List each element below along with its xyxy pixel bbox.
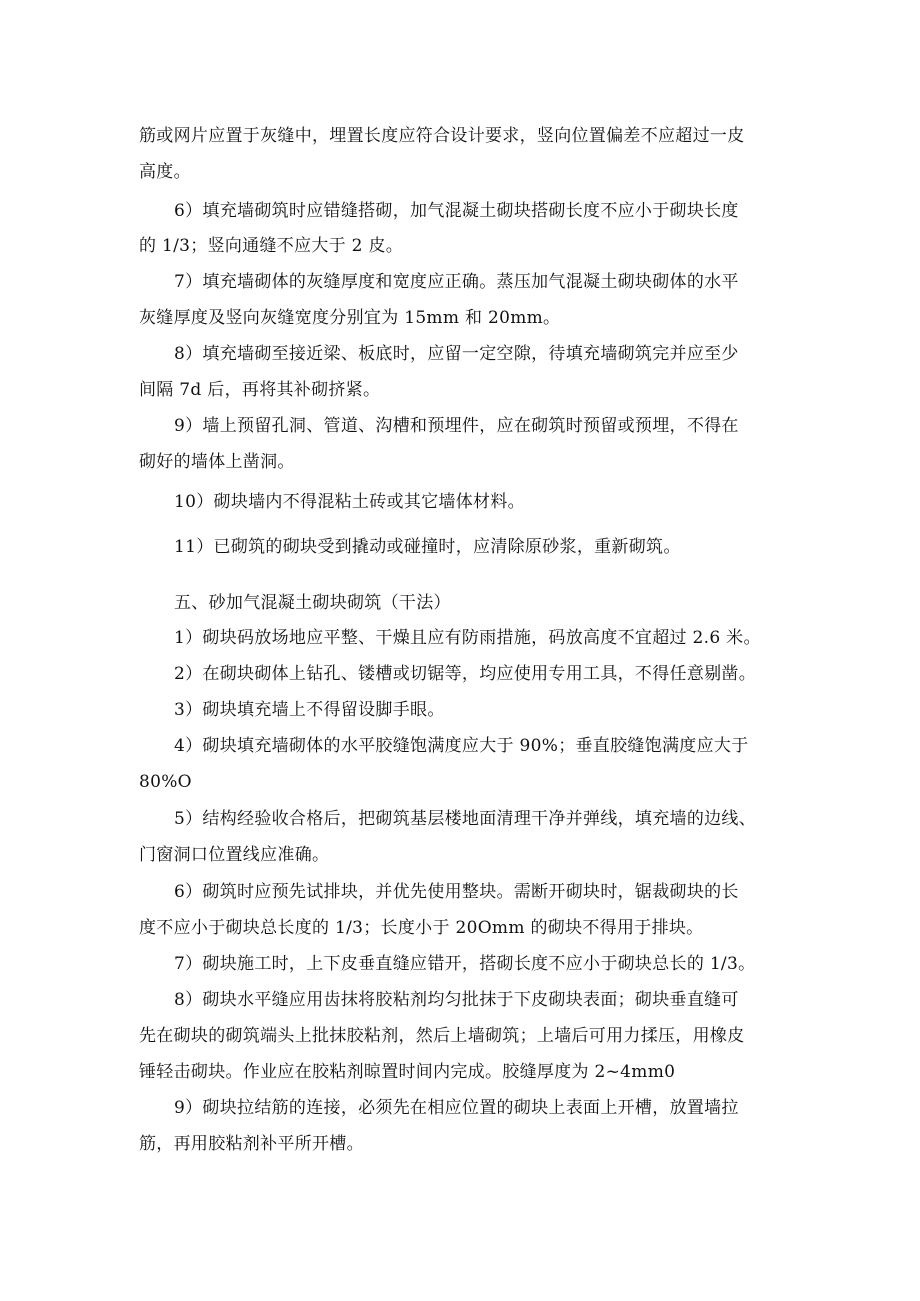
text-line: 8）砌块水平缝应用齿抹将胶粘剂均匀批抹于下皮砌块表面；砌块垂直缝可 bbox=[174, 990, 739, 1010]
text-line: 4）砌块填充墙砌体的水平胶缝饱满度应大于 90%；垂直胶缝饱满度应大于 bbox=[174, 736, 749, 756]
text-line: 高度。 bbox=[139, 162, 191, 182]
text-line: 11）已砌筑的砌块受到撬动或碰撞时，应清除原砂浆，重新砌筑。 bbox=[174, 537, 681, 557]
text-line: 灰缝厚度及竖向灰缝宽度分别宜为 15mm 和 20mm。 bbox=[139, 308, 561, 328]
text-line: 2）在砌块砌体上钻孔、镂槽或切锯等，均应使用专用工具，不得任意剔凿。 bbox=[174, 664, 757, 684]
section-heading: 五、砂加气混凝土砌块砌筑（干法） bbox=[174, 593, 451, 613]
text-line: 门窗洞口位置线应准确。 bbox=[139, 845, 330, 865]
text-line: 度不应小于砌块总长度的 1/3；长度小于 20Omm 的砌块不得用于排块。 bbox=[139, 918, 704, 938]
text-line: 先在砌块的砌筑端头上批抹胶粘剂，然后上墙砌筑；上墙后可用力揉压，用橡皮 bbox=[139, 1026, 745, 1046]
text-line: 6）砌筑时应预先试排块，并优先使用整块。需断开砌块时，锯裁砌块的长 bbox=[174, 882, 739, 902]
text-line: 7）砌块施工时，上下皮垂直缝应错开，搭砌长度不应小于砌块总长的 1/3。 bbox=[174, 954, 756, 974]
text-line: 5）结构经验收合格后，把砌筑基层楼地面清理干净并弹线，填充墙的边线、 bbox=[174, 809, 757, 829]
text-line: 10）砌块墙内不得混粘土砖或其它墙体材料。 bbox=[174, 492, 525, 512]
text-line: 筋，再用胶粘剂补平所开槽。 bbox=[139, 1134, 364, 1154]
text-line: 砌好的墙体上凿洞。 bbox=[139, 452, 295, 472]
text-line: 80%O bbox=[139, 772, 192, 792]
text-line: 7）填充墙砌体的灰缝厚度和宽度应正确。蒸压加气混凝土砌块砌体的水平 bbox=[174, 272, 739, 292]
text-line: 锤轻击砌块。作业应在胶粘剂晾置时间内完成。胶缝厚度为 2~4mm0 bbox=[139, 1062, 676, 1082]
text-line: 筋或网片应置于灰缝中，埋置长度应符合设计要求，竖向位置偏差不应超过一皮 bbox=[139, 126, 745, 146]
text-line: 9）墙上预留孔洞、管道、沟槽和预埋件，应在砌筑时预留或预埋，不得在 bbox=[174, 416, 739, 436]
text-line: 3）砌块填充墙上不得留设脚手眼。 bbox=[174, 700, 445, 720]
text-line: 9）砌块拉结筋的连接，必须先在相应位置的砌块上表面上开槽，放置墙拉 bbox=[174, 1098, 739, 1118]
text-line: 间隔 7d 后，再将其补砌挤紧。 bbox=[139, 380, 381, 400]
text-line: 1）砌块码放场地应平整、干燥且应有防雨措施，码放高度不宜超过 2.6 米。 bbox=[174, 628, 761, 648]
text-line: 的 1/3；竖向通缝不应大于 2 皮。 bbox=[139, 236, 404, 256]
text-line: 6）填充墙砌筑时应错缝搭砌，加气混凝土砌块搭砌长度不应小于砌块长度 bbox=[174, 201, 739, 221]
text-line: 8）填充墙砌至接近梁、板底时，应留一定空隙，待填充墙砌筑完并应至少 bbox=[174, 344, 739, 364]
